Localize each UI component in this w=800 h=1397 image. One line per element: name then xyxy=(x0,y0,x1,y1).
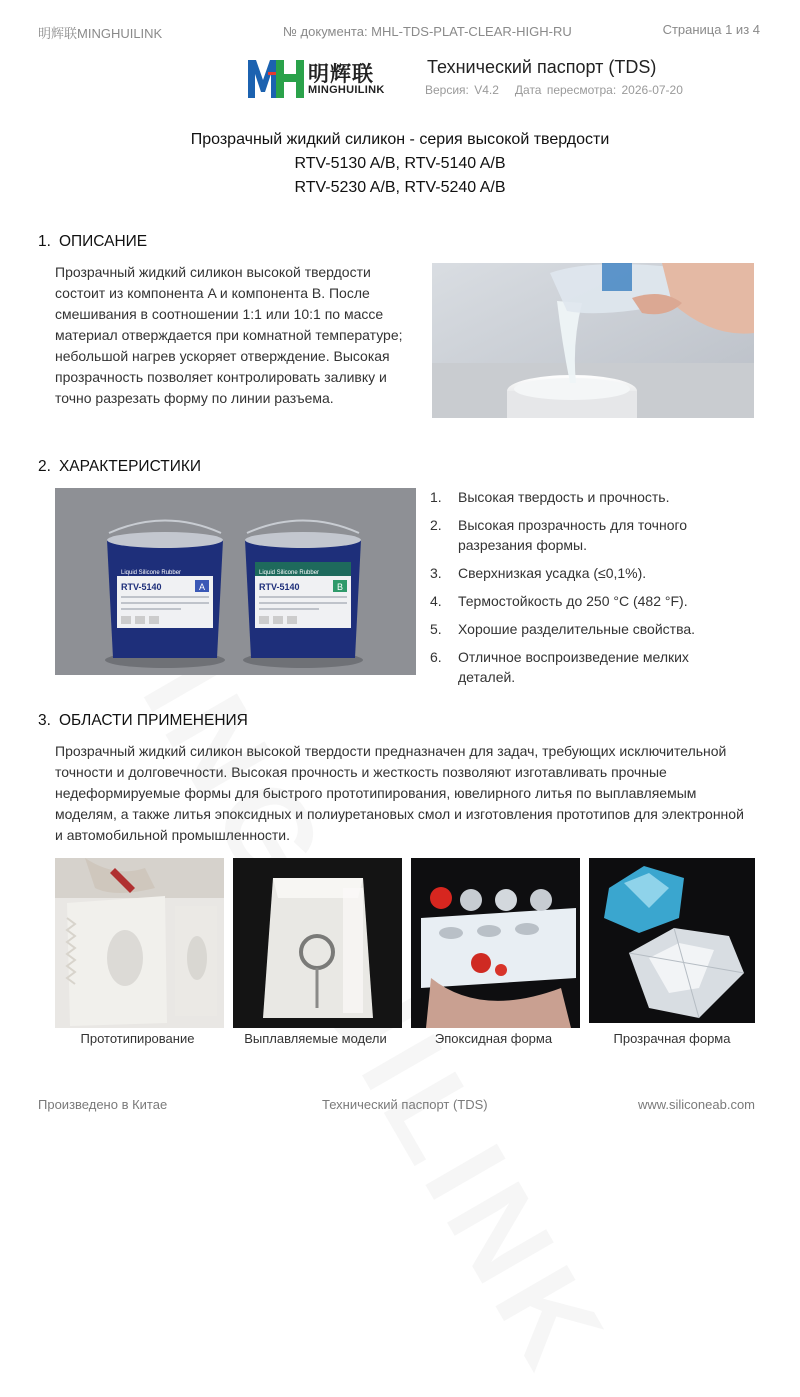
title-line-1: Прозрачный жидкий силикон - серия высокой твердости xyxy=(190,131,610,148)
section-title: ОБЛАСТИ ПРИМЕНЕНИЯ xyxy=(58,712,248,729)
section-heading-applications xyxy=(38,712,248,730)
pouring-silicone-photo xyxy=(432,263,754,418)
bucket-b-tag: B xyxy=(337,582,344,592)
title-line-2: RTV-5130 A/B, RTV-5140 A/B xyxy=(294,155,506,172)
footer-doc-title: Технический паспорт (TDS) xyxy=(322,1097,488,1112)
company-logo-icon xyxy=(246,56,306,100)
tds-meta: Версия: V4.2 Дата пересмотра: 2026-07-20 xyxy=(425,83,683,97)
footer-made-in: Произведено в Китае xyxy=(38,1097,168,1112)
header-brand-text: 明辉联MINGHUILINK xyxy=(38,26,163,41)
header-page-number: Страница 1 из 4 xyxy=(662,22,760,37)
clear-mold-photo xyxy=(589,858,755,1023)
list-item: 1. Высокая твердость и прочность. xyxy=(430,489,670,505)
caption-investment-casting: Выплавляемые модели xyxy=(244,1031,387,1046)
buckets-photo xyxy=(55,488,416,675)
section-number: 1. xyxy=(38,233,51,250)
section-heading-description xyxy=(38,233,147,251)
document-title xyxy=(0,128,800,200)
section-title: ХАРАКТЕРИСТИКИ xyxy=(58,458,202,475)
caption-epoxy-mold: Эпоксидная форма xyxy=(434,1031,553,1046)
section-title: ОПИСАНИЕ xyxy=(58,233,148,250)
bucket-a-tag: A xyxy=(199,582,206,592)
prototyping-photo xyxy=(55,858,224,1028)
header-doc-number: № документа: MHL-TDS-PLAT-CLEAR-HIGH-RU xyxy=(283,24,572,39)
list-item: 5. Хорошие разделительные свойства. xyxy=(430,621,696,637)
bucket-b-brand: Liquid Silicone Rubber xyxy=(259,570,320,576)
bucket-a-label: RTV-5140 xyxy=(121,582,162,592)
epoxy-mold-photo xyxy=(411,858,580,1028)
section-heading-features xyxy=(38,458,201,476)
list-item: 2. Высокая прозрачность для точного разрезания формы. xyxy=(430,517,688,553)
applications-text: Прозрачный жидкий силикон высокой твердости предназначен для задач, требующих исключительной точности и долговечности. Высокая прочность и жесткость позволяют изготавливать прочные недеформируемые формы для быстрого прототипирования, ювелирного литья по выплавляемым моделям, а также литья эпоксидных и полиуретановых смол и изготовления прототипов для электронной и автомобильной промышленности. xyxy=(55,743,744,843)
list-item: 4. Термостойкость до 250 °C (482 °F). xyxy=(430,593,688,609)
footer-website-link[interactable]: www.siliconeab.com xyxy=(637,1097,755,1112)
logo-en-text: MINGHUILINK xyxy=(308,84,385,96)
logo-cn-text: 明辉联 xyxy=(308,62,374,86)
tds-title: Технический паспорт (TDS) xyxy=(427,57,657,77)
list-item: 6. Отличное воспроизведение мелких деталей. xyxy=(430,649,689,685)
features-list xyxy=(430,487,730,695)
description-text: Прозрачный жидкий силикон высокой твердости состоит из компонента A и компонента B. После смешивания в соотношении 1:1 или 10:1 по массе материал отверждается при комнатной температуре; небольшой нагрев ускоряет отверждение. Высокая прозрачность позволяет контролировать заливку и точно разрезать форму по линии разъема. xyxy=(55,264,403,406)
list-item: 3. Сверхнизкая усадка (≤0,1%). xyxy=(430,565,647,581)
bucket-a-brand: Liquid Silicone Rubber xyxy=(121,570,182,576)
caption-prototyping: Прототипирование xyxy=(80,1031,195,1046)
section-number: 2. xyxy=(38,458,51,475)
title-line-3: RTV-5230 A/B, RTV-5240 A/B xyxy=(294,179,506,196)
section-number: 3. xyxy=(38,712,51,729)
caption-clear-mold: Прозрачная форма xyxy=(613,1031,731,1046)
investment-casting-photo xyxy=(233,858,402,1028)
bucket-b-label: RTV-5140 xyxy=(259,582,300,592)
